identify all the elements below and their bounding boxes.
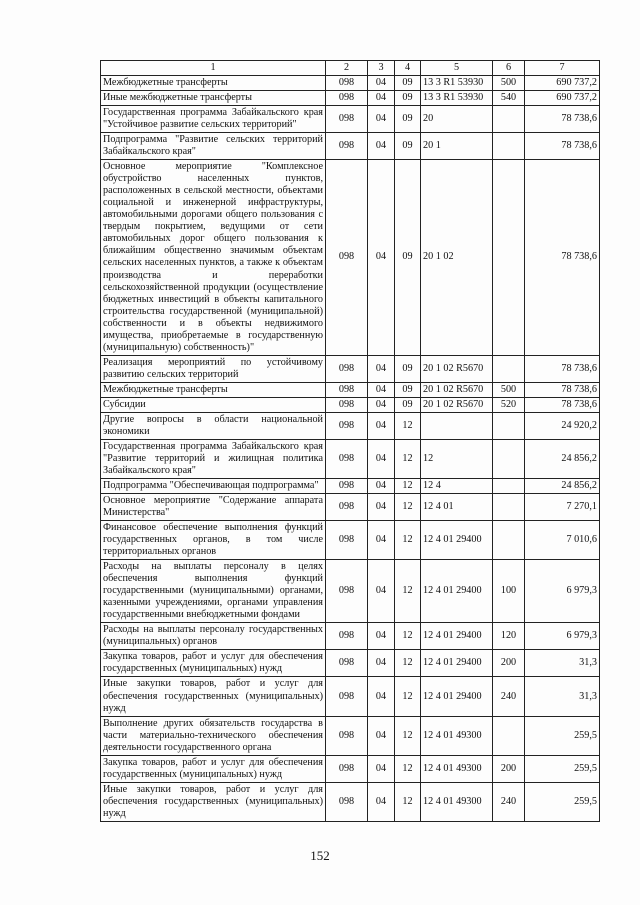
row-vr	[493, 133, 525, 160]
row-sum: 259,5	[525, 716, 600, 755]
row-name: Закупка товаров, работ и услуг для обеспечения государственных (муниципальных) нужд	[101, 755, 326, 782]
table-row	[101, 76, 600, 91]
row-csr: 20 1 02 R5670	[421, 397, 493, 412]
row-pr: 09	[395, 106, 421, 133]
row-sum: 78 738,6	[525, 160, 600, 356]
row-vr	[493, 494, 525, 521]
row-sum: 24 920,2	[525, 412, 600, 439]
table-row	[101, 382, 600, 397]
row-vr: 540	[493, 91, 525, 106]
row-csr	[421, 412, 493, 439]
table-row	[101, 782, 600, 821]
row-vr: 240	[493, 782, 525, 821]
row-name: Финансовое обеспечение выполнения функций государственных органов, в том числе территориальных органов	[101, 521, 326, 560]
row-vr: 500	[493, 76, 525, 91]
page-number: 152	[310, 848, 330, 863]
row-sum: 24 856,2	[525, 479, 600, 494]
table-row	[101, 521, 600, 560]
row-sum: 24 856,2	[525, 439, 600, 478]
row-pr: 12	[395, 494, 421, 521]
row-vr: 240	[493, 677, 525, 716]
table-row	[101, 494, 600, 521]
row-pr: 09	[395, 382, 421, 397]
row-name: Подпрограмма "Развитие сельских территорий Забайкальского края"	[101, 133, 326, 160]
row-sum: 6 979,3	[525, 560, 600, 623]
row-gr: 098	[326, 521, 368, 560]
row-sum: 31,3	[525, 650, 600, 677]
row-gr: 098	[326, 91, 368, 106]
row-gr: 098	[326, 650, 368, 677]
row-vr	[493, 716, 525, 755]
table-row	[101, 716, 600, 755]
row-sum: 78 738,6	[525, 133, 600, 160]
row-name: Субсидии	[101, 397, 326, 412]
row-csr: 12 4 01 29400	[421, 521, 493, 560]
row-pr: 12	[395, 439, 421, 478]
row-rz: 04	[368, 479, 395, 494]
row-csr: 12 4 01 29400	[421, 623, 493, 650]
row-rz: 04	[368, 412, 395, 439]
row-rz: 04	[368, 106, 395, 133]
row-vr	[493, 355, 525, 382]
row-name: Закупка товаров, работ и услуг для обеспечения государственных (муниципальных) нужд	[101, 650, 326, 677]
row-name: Подпрограмма "Обеспечивающая подпрограмма"	[101, 479, 326, 494]
table-row	[101, 755, 600, 782]
row-name: Основное мероприятие "Содержание аппарата Министерства"	[101, 494, 326, 521]
row-vr	[493, 412, 525, 439]
row-gr: 098	[326, 494, 368, 521]
table-row	[101, 412, 600, 439]
row-name: Реализация мероприятий по устойчивому развитию сельских территорий	[101, 355, 326, 382]
row-rz: 04	[368, 716, 395, 755]
row-sum: 78 738,6	[525, 397, 600, 412]
row-rz: 04	[368, 623, 395, 650]
row-gr: 098	[326, 479, 368, 494]
row-vr	[493, 479, 525, 494]
header-row	[101, 61, 600, 76]
row-gr: 098	[326, 382, 368, 397]
row-sum: 6 979,3	[525, 623, 600, 650]
row-pr: 12	[395, 479, 421, 494]
row-vr	[493, 521, 525, 560]
row-pr: 09	[395, 160, 421, 356]
row-gr: 098	[326, 560, 368, 623]
row-vr: 520	[493, 397, 525, 412]
row-name: Иные закупки товаров, работ и услуг для обеспечения государственных (муниципальных) нужд	[101, 677, 326, 716]
row-rz: 04	[368, 133, 395, 160]
row-rz: 04	[368, 782, 395, 821]
row-pr: 12	[395, 677, 421, 716]
row-gr: 098	[326, 397, 368, 412]
row-rz: 04	[368, 494, 395, 521]
row-pr: 12	[395, 755, 421, 782]
row-sum: 78 738,6	[525, 106, 600, 133]
row-csr: 12 4	[421, 479, 493, 494]
row-gr: 098	[326, 716, 368, 755]
row-vr	[493, 160, 525, 356]
row-csr: 12 4 01	[421, 494, 493, 521]
row-pr: 12	[395, 716, 421, 755]
table-row	[101, 650, 600, 677]
row-gr: 098	[326, 133, 368, 160]
column-header: 5	[421, 61, 493, 76]
row-gr: 098	[326, 677, 368, 716]
row-pr: 12	[395, 560, 421, 623]
row-name: Иные межбюджетные трансферты	[101, 91, 326, 106]
table-row	[101, 623, 600, 650]
row-name: Государственная программа Забайкальского края "Развитие территорий и жилищная политика Забайкальского края"	[101, 439, 326, 478]
row-vr: 200	[493, 755, 525, 782]
row-csr: 20 1 02 R5670	[421, 382, 493, 397]
row-rz: 04	[368, 397, 395, 412]
table-row	[101, 560, 600, 623]
row-name: Государственная программа Забайкальского края "Устойчивое развитие сельских территорий"	[101, 106, 326, 133]
row-csr: 12	[421, 439, 493, 478]
row-gr: 098	[326, 782, 368, 821]
table-row	[101, 439, 600, 478]
row-pr: 09	[395, 355, 421, 382]
row-sum: 7 270,1	[525, 494, 600, 521]
row-rz: 04	[368, 355, 395, 382]
row-name: Иные закупки товаров, работ и услуг для обеспечения государственных (муниципальных) нужд	[101, 782, 326, 821]
row-name: Расходы на выплаты персоналу государственных (муниципальных) органов	[101, 623, 326, 650]
row-rz: 04	[368, 677, 395, 716]
row-name: Основное мероприятие "Комплексное обустройство населенных пунктов, расположенных в сельской местности, объектами социальной и инженерной инфраструктуры, автомобильными дорогами общего пользования с твердым покрытием, ведущими от сети автомобильных дорог общего пользования к ближайшим общественно значимым объектам сельских населенных пунктов, а также к объектам производства и переработки сельскохозяйственной продукции (осуществление бюджетных инвестиций в объекты капитального строительства государственной (муниципальной) собственности и в объекты недвижимого имущества, приобретаемые в государственную (муниципальную) собственность)"	[101, 160, 326, 356]
row-sum: 78 738,6	[525, 355, 600, 382]
row-rz: 04	[368, 382, 395, 397]
row-gr: 098	[326, 439, 368, 478]
row-gr: 098	[326, 106, 368, 133]
row-rz: 04	[368, 521, 395, 560]
column-header: 6	[493, 61, 525, 76]
row-pr: 12	[395, 521, 421, 560]
row-gr: 098	[326, 76, 368, 91]
row-sum: 7 010,6	[525, 521, 600, 560]
column-header: 7	[525, 61, 600, 76]
table-row	[101, 677, 600, 716]
row-rz: 04	[368, 560, 395, 623]
table-row	[101, 106, 600, 133]
table-row	[101, 91, 600, 106]
table-row	[101, 133, 600, 160]
row-rz: 04	[368, 76, 395, 91]
row-csr: 20 1	[421, 133, 493, 160]
row-gr: 098	[326, 355, 368, 382]
row-pr: 09	[395, 91, 421, 106]
row-pr: 12	[395, 412, 421, 439]
row-sum: 259,5	[525, 755, 600, 782]
row-name: Межбюджетные трансферты	[101, 382, 326, 397]
table-row	[101, 160, 600, 356]
row-csr: 12 4 01 49300	[421, 782, 493, 821]
table-row	[101, 355, 600, 382]
column-header: 2	[326, 61, 368, 76]
row-csr: 12 4 01 49300	[421, 716, 493, 755]
row-gr: 098	[326, 755, 368, 782]
table-row	[101, 397, 600, 412]
row-pr: 09	[395, 76, 421, 91]
row-vr: 100	[493, 560, 525, 623]
row-sum: 690 737,2	[525, 76, 600, 91]
row-csr: 20 1 02 R5670	[421, 355, 493, 382]
row-name: Расходы на выплаты персоналу в целях обеспечения выполнения функций государственными (муниципальными) органами, казенными учреждениями, органами управления государственными внебюджетными фондами	[101, 560, 326, 623]
row-name: Выполнение других обязательств государства в части материально-технического обеспечения деятельности государственного органа	[101, 716, 326, 755]
row-csr: 20 1 02	[421, 160, 493, 356]
row-csr: 13 3 R1 53930	[421, 91, 493, 106]
row-csr: 20	[421, 106, 493, 133]
row-pr: 12	[395, 623, 421, 650]
row-pr: 09	[395, 133, 421, 160]
row-vr: 120	[493, 623, 525, 650]
row-rz: 04	[368, 755, 395, 782]
row-vr	[493, 106, 525, 133]
row-pr: 09	[395, 397, 421, 412]
row-rz: 04	[368, 650, 395, 677]
row-rz: 04	[368, 439, 395, 478]
column-header: 4	[395, 61, 421, 76]
row-csr: 12 4 01 49300	[421, 755, 493, 782]
column-header: 3	[368, 61, 395, 76]
table-row	[101, 479, 600, 494]
row-rz: 04	[368, 160, 395, 356]
row-vr: 500	[493, 382, 525, 397]
row-sum: 78 738,6	[525, 382, 600, 397]
budget-table	[100, 60, 600, 822]
row-vr: 200	[493, 650, 525, 677]
row-csr: 12 4 01 29400	[421, 560, 493, 623]
row-sum: 690 737,2	[525, 91, 600, 106]
row-csr: 12 4 01 29400	[421, 677, 493, 716]
row-pr: 12	[395, 650, 421, 677]
row-csr: 12 4 01 29400	[421, 650, 493, 677]
row-name: Другие вопросы в области национальной экономики	[101, 412, 326, 439]
row-gr: 098	[326, 412, 368, 439]
row-vr	[493, 439, 525, 478]
row-gr: 098	[326, 623, 368, 650]
row-pr: 12	[395, 782, 421, 821]
row-sum: 31,3	[525, 677, 600, 716]
row-gr: 098	[326, 160, 368, 356]
row-sum: 259,5	[525, 782, 600, 821]
row-name: Межбюджетные трансферты	[101, 76, 326, 91]
column-header: 1	[101, 61, 326, 76]
row-csr: 13 3 R1 53930	[421, 76, 493, 91]
row-rz: 04	[368, 91, 395, 106]
